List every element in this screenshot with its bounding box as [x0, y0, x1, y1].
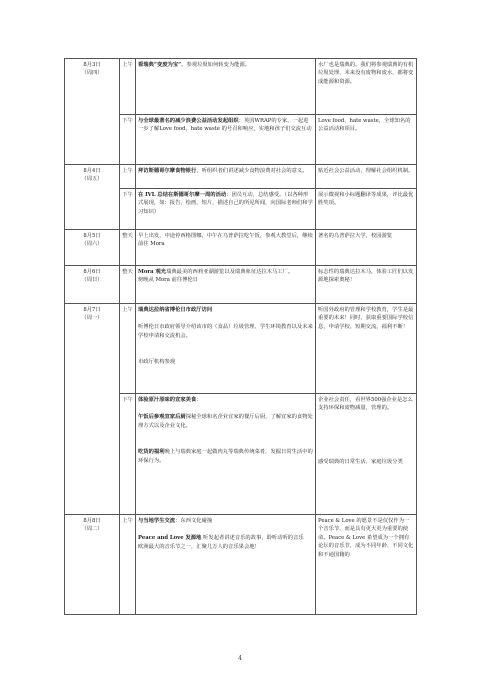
activity-cell: 早上出发，中途停西格图娜，中午在乌普萨拉吃午饭，参观大教堂后，继续前往 Mora	[136, 230, 316, 266]
activity-cell: 与当地学生交流：东西文化碰撞 Peace and Love 发源地 听发起者讲述音乐的故事，聆听动听的音乐 欧洲最大的音乐节之一，汇聚几万人的音乐果会地！	[136, 515, 316, 615]
time-cell: 整天	[120, 230, 136, 266]
time-cell: 整天	[120, 266, 136, 304]
table-row	[65, 266, 417, 304]
table-row	[65, 230, 417, 266]
time-cell: 上午	[120, 165, 136, 189]
schedule-table	[64, 58, 417, 615]
date-cell: 8月3日 （周四）	[65, 59, 120, 165]
table-row	[65, 304, 417, 394]
time-cell: 下午	[120, 394, 136, 515]
note-cell: 著名的乌普萨拉大学，校园游览	[316, 230, 417, 266]
activity-cell: 与全球最著名的减少浪费公益活动发起组织：英国WRAP的专家，一起进一步了解Love food，hate waste 的号召和响应，实地和孩子们交流互动	[136, 115, 316, 165]
time-cell: 上午	[120, 304, 136, 394]
page-number: 4	[238, 655, 242, 662]
time-cell: 下午	[120, 115, 136, 165]
activity-cell: 看瑞典“变废为宝”。参观垃圾如何转变为能源。	[136, 59, 316, 115]
note-cell: Love food，hate waste，全球知名的公益活动和项目。	[316, 115, 417, 165]
time-cell: 下午	[120, 189, 136, 230]
activity-cell: 瑞典达拉纳省博伦日市政厅访问 听博伦日市政府领导介绍该市的（食品）垃圾管理、学生环境教育以及未来学校申请和交流机会。 市政厅机构参观	[136, 304, 316, 394]
date-cell: 8月8日 （周二）	[65, 515, 120, 615]
table-row	[65, 165, 417, 189]
activity-cell: 在 IVL 总结在斯德哥尔摩一周的活动：团员互动，总结感受。（以各种形式展现，如：报告，绘画，短片，描述自己的所见所闻，向国际老师们和学习知识）	[136, 189, 316, 230]
activity-cell: 体验原汁原味的宜家美食： 午饭后参观宜家后厨探秘全球和名企业宜家的餐厅后厨，了解宜家的食物处理方式以及企业文化。 吃货的福利晚上与瑞典家庭一起做肉丸等瑞典传统菜肴，发掘日常生活中的环保行为。	[136, 394, 316, 515]
activity-cell: Mora 观光瑞典最美的西莉亚湖游览以及瑞典象征达拉木马工厂。 傍晚从 Mora 前往博伦日	[136, 266, 316, 304]
note-cell: 水厂也是瑞典的。我们将参观瑞典的有机垃圾处理，未来没有废物和废水，都将变成能源和资源。	[316, 59, 417, 115]
time-cell: 上午	[120, 59, 136, 115]
note-cell: 贴近社会公益活动，理解社会组织机制。	[316, 165, 417, 189]
date-cell: 8月7日 （周一）	[65, 304, 120, 515]
date-cell: 8月4日 （周五）	[65, 165, 120, 230]
table-row	[65, 515, 417, 615]
time-cell: 上午	[120, 515, 136, 615]
note-cell: 企业社会责任，看世界500强企业是怎么支持环保和废物减量、管理的。 感受瑞典的日常生活、家庭垃圾分类	[316, 394, 417, 515]
note-cell: 标志性的瑞典达拉木马，体验工匠们以发源地探索奥秘！	[316, 266, 417, 304]
note-cell: Peace & Love 的愿景不是仅仅作为一个音乐节，而是具有更大更为重要的使命。Peace & Love 希望成为一个拥有论坛的音乐节，成为不同年龄、不同文化和不通国籍的	[316, 515, 417, 615]
note-cell: 展示微视和小标题翻译等成果，评比最优胜奖项。	[316, 189, 417, 230]
note-cell: 听国外政府的管理和学校教育，学生是最重要的未来！同时，获取重要国际学校信息，申请学校、短期交流，福利不断！	[316, 304, 417, 394]
date-cell: 8月6日 （周日）	[65, 266, 120, 304]
date-cell: 8月5日 （周六）	[65, 230, 120, 266]
activity-cell: 拜访斯德哥尔摩食物银行，听组织者们讲述减少食物浪费对社会的意义。	[136, 165, 316, 189]
table-row	[65, 59, 417, 115]
